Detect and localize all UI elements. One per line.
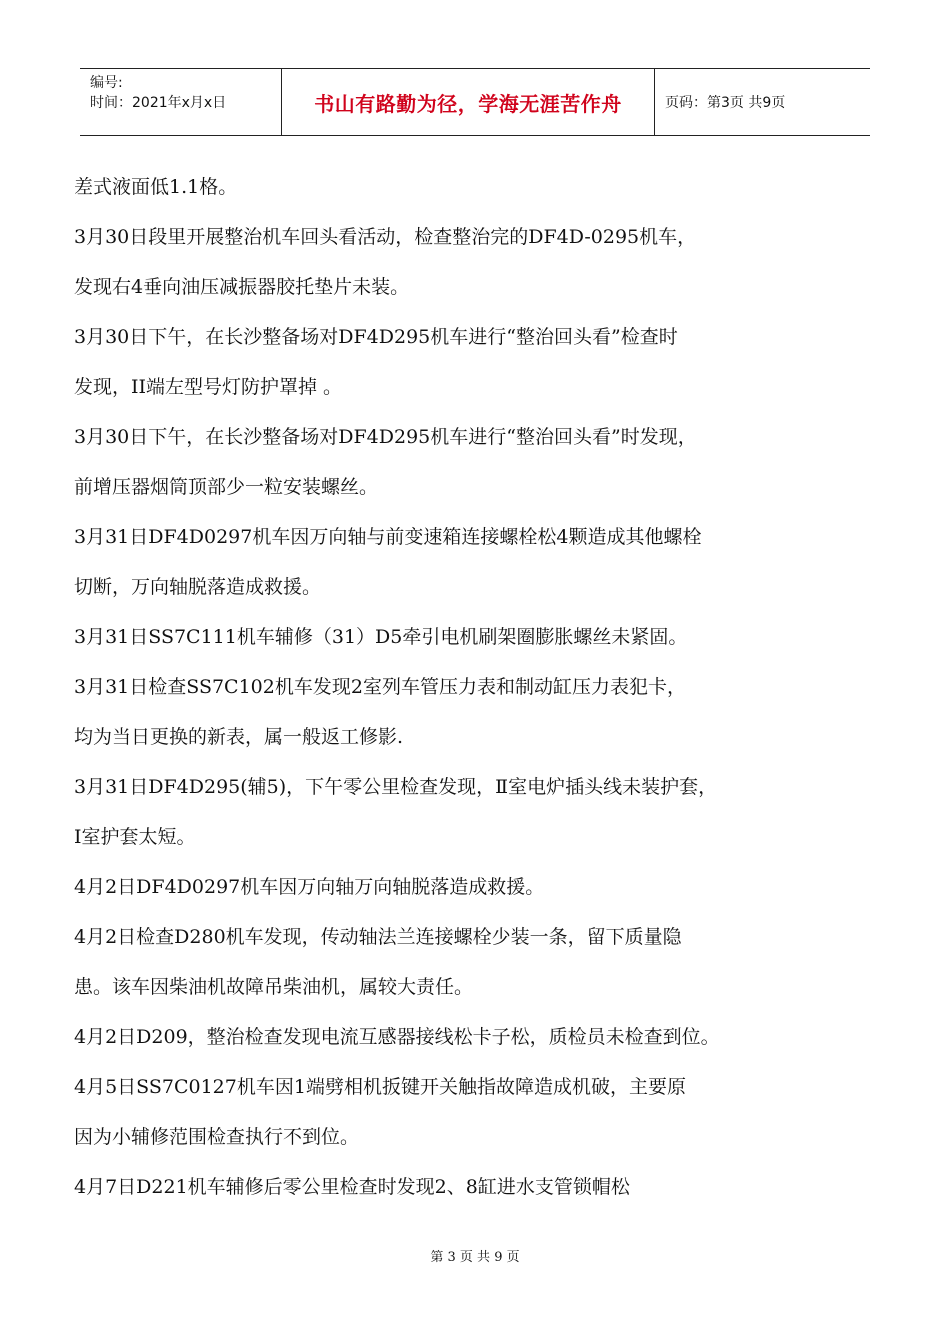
page-footer: 第 3 页 共 9 页 (430, 1250, 520, 1265)
body-line: 3月30日下午，在长沙整备场对DF4D295机车进行“整治回头看”时发现， (74, 426, 697, 448)
body-line: 3月31日DF4D295(辅5)，下午零公里检查发现，Ⅱ室电炉插头线未装护套， (74, 776, 718, 798)
time-label: 时间：2021年x月x日 (90, 95, 227, 111)
body-line: 发现，II端左型号灯防护罩掉 。 (74, 376, 343, 398)
document-body (74, 167, 834, 1217)
body-line: 3月31日检查SS7C102机车发现2室列车管压力表和制动缸压力表犯卡， (74, 676, 686, 698)
body-line: 4月5日SS7C0127机车因1端劈相机扳键开关触指故障造成机破，主要原 (74, 1076, 686, 1098)
body-line: 3月30日下午，在长沙整备场对DF4D295机车进行“整治回头看”检查时 (74, 326, 678, 348)
body-line: 因为小辅修范围检查执行不到位。 (74, 1126, 360, 1148)
body-line: Ⅰ室护套太短。 (74, 826, 196, 848)
body-line: 3月31日DF4D0297机车因万向轴与前变速箱连接螺栓松4颗造成其他螺栓 (74, 526, 702, 548)
header-motto: 书山有路勤为径，学海无涯苦作舟 (282, 69, 655, 135)
body-line: 3月31日SS7C111机车辅修（31）D5牵引电机刷架圈膨胀螺丝未紧固。 (74, 626, 688, 648)
number-label: 编号: (90, 75, 123, 91)
page-header (80, 68, 870, 136)
body-line: 切断，万向轴脱落造成救援。 (74, 576, 322, 598)
body-line: 患。该车因柴油机故障吊柴油机，属较大责任。 (74, 976, 474, 998)
body-line: 4月7日D221机车辅修后零公里检查时发现2、8缸进水支管锁帽松 (74, 1176, 630, 1198)
body-line: 发现右4垂向油压减振器胶托垫片未装。 (74, 276, 410, 298)
body-line: 3月30日段里开展整治机车回头看活动，检查整治完的DF4D-0295机车， (74, 226, 697, 248)
header-page-code: 页码：第3页 共9页 (665, 95, 786, 111)
body-line: 均为当日更换的新表，属一般返工修影. (74, 726, 404, 748)
body-line: 4月2日D209，整治检查发现电流互感器接线松卡子松，质检员未检查到位。 (74, 1026, 720, 1048)
body-line: 差式液面低1.1格。 (74, 176, 238, 198)
body-line: 4月2日检查D280机车发现，传动轴法兰连接螺栓少装一条，留下质量隐 (74, 926, 682, 948)
header-meta (80, 69, 282, 135)
body-line: 前增压器烟筒顶部少一粒安装螺丝。 (74, 476, 379, 498)
body-line: 4月2日DF4D0297机车因万向轴万向轴脱落造成救援。 (74, 876, 545, 898)
